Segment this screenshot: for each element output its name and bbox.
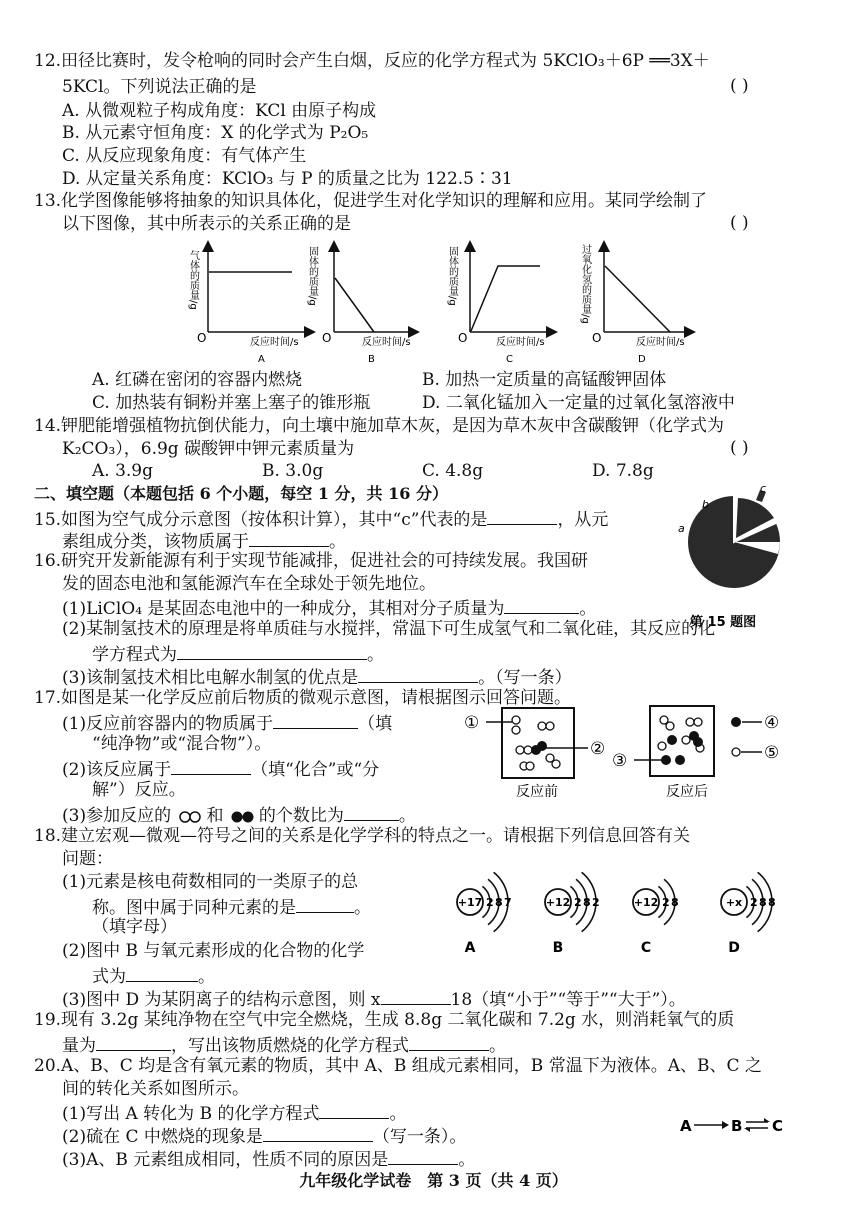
q19-blank-1[interactable] <box>96 1032 171 1051</box>
q17-part1a: (1)反应前容器内的物质属于 <box>62 714 274 734</box>
atom-a <box>457 872 512 956</box>
atom-b-shell-2: 8 <box>583 896 591 909</box>
q14-stem-line2: K₂CO₃），6.9g 碳酸钾中钾元素质量为 <box>62 439 355 459</box>
q17-micro-diagram <box>450 700 790 804</box>
q20-blank-2[interactable] <box>263 1123 373 1142</box>
q13-answer-paren: ( ) <box>730 213 749 233</box>
label-5: ⑤ <box>764 743 780 763</box>
q18-part3b: 18（填“小于”“等于”“大于”）。 <box>450 990 686 1010</box>
q15-stem-line1a: 15.如图为空气成分示意图（按体积计算），其中“c”代表的是 <box>34 510 488 530</box>
q20-transform-diagram <box>676 1110 796 1140</box>
q18-part2a: (2)图中 B 与氧元素形成的化合物的化学 <box>62 941 365 961</box>
q13-option-d: D. 二氧化锰加入一定量的过氧化氢溶液中 <box>422 393 735 413</box>
q13-option-a: A. 红磷在密闭的容器内燃烧 <box>92 370 303 390</box>
q19-blank-2[interactable] <box>409 1032 489 1051</box>
arrow-backward-icon <box>744 1128 750 1132</box>
q18-part3a: (3)图中 D 为某阴离子的结构示意图，则 x <box>62 990 381 1010</box>
before-caption: 反应前 <box>516 784 558 800</box>
q19-stem-line2a: 量为 <box>62 1036 96 1056</box>
pie-label-b: b <box>702 498 709 511</box>
q14-option-c: C. 4.8g <box>422 461 484 481</box>
graph-b-xlabel: 反应时间/s <box>362 337 411 348</box>
q20-part1a: (1)写出 A 转化为 B 的化学方程式 <box>62 1104 320 1124</box>
graph-a-tag: A <box>258 354 265 365</box>
q18-part2c: 。 <box>198 967 215 987</box>
q17-part2a: (2)该反应属于 <box>62 760 172 780</box>
atom-b-nucleus: +12 <box>545 896 571 909</box>
q13-option-b: B. 加热一定质量的高锰酸钾固体 <box>422 370 667 390</box>
q17-part3b: 和 <box>206 806 224 826</box>
q13-graphs <box>0 236 867 370</box>
q12-option-d: D. 从定量关系角度：KClO₃ 与 P 的质量之比为 122.5∶31 <box>62 169 513 189</box>
graph-b-ylabel: 固体的质量/g <box>306 246 318 306</box>
q19-stem-line1: 19.现有 3.2g 某纯净物在空气中完全燃烧，生成 8.8g 二氧化碳和 7.2g 水，则消耗氧气的质 <box>34 1010 735 1030</box>
label-1: ① <box>464 713 480 733</box>
atom-c-nucleus: +12 <box>633 896 659 909</box>
q18-part2b: 式为 <box>92 967 126 987</box>
q17-part3d: 。 <box>398 806 416 826</box>
graph-d-curve <box>605 266 670 332</box>
q16-blank-3[interactable] <box>358 664 478 683</box>
q15-stem-line2b: 。 <box>329 532 346 552</box>
q17-part1c: “纯净物”或“混合物”）。 <box>92 734 272 754</box>
q17-blank-1[interactable] <box>273 710 358 729</box>
q18-part1b: 称。图中属于同种元素的是 <box>92 898 296 918</box>
graph-b-tag: B <box>368 354 375 365</box>
q20-part1b: 。 <box>389 1104 407 1124</box>
q18-blank-1[interactable] <box>296 894 354 913</box>
q16-stem-line1: 16.研究开发新能源有利于实现节能减排，促进社会的可持续发展。我国研 <box>34 551 589 571</box>
atom-c-shell-2: 8 <box>671 896 679 909</box>
page-footer: 九年级化学试卷 第 3 页（共 4 页） <box>299 1171 568 1190</box>
q17-stem: 17.如图是某一化学反应前后物质的微观示意图，请根据图示回答问题。 <box>34 688 572 708</box>
q16-blank-1[interactable] <box>504 595 579 614</box>
atom-d-tag: D <box>728 940 740 956</box>
atom-d <box>721 872 776 956</box>
q20-blank-1[interactable] <box>319 1100 389 1119</box>
q12-option-b: B. 从元素守恒角度：X 的化学式为 P₂O₅ <box>62 123 369 143</box>
graph-a-origin: O <box>197 331 207 345</box>
atom-d-nucleus: +x <box>725 896 743 909</box>
q18-atom-diagrams <box>440 872 800 956</box>
graph-c-xlabel: 反应时间/s <box>496 337 545 348</box>
after-caption: 反应后 <box>666 784 708 800</box>
q18-stem-line1: 18.建立宏观—微观—符号之间的关系是化学学科的特点之一。请根据下列信息回答有关 <box>34 826 691 846</box>
q12-stem-line2: 5KCl。下列说法正确的是 <box>62 77 257 97</box>
q20-part3b: 。 <box>458 1150 476 1170</box>
q16-part2c: 。 <box>367 645 384 665</box>
q16-part2b: 学方程式为 <box>92 645 177 665</box>
diagram-a: A <box>680 1117 692 1135</box>
q17-blank-2[interactable] <box>171 756 251 775</box>
atom-d-shell-2: 8 <box>759 896 767 909</box>
section-2-heading: 二、填空题（本题包括 6 个小题，每空 1 分，共 16 分） <box>34 484 448 503</box>
atom-a-shell-3: 7 <box>504 896 512 909</box>
q17-part3c: 的个数比为 <box>258 806 344 826</box>
graph-c-origin: O <box>458 331 468 345</box>
q16-part1b: 。 <box>579 599 597 619</box>
atom-a-shell-2: 8 <box>495 896 503 909</box>
q16-part3a: (3)该制氢技术相比电解水制氢的优点是 <box>62 668 359 688</box>
q12-answer-paren: ( ) <box>730 76 749 96</box>
atom-a-tag: A <box>464 940 476 956</box>
graph-b <box>307 246 415 365</box>
q13-option-c: C. 加热装有铜粉并塞上塞子的锥形瓶 <box>92 393 371 413</box>
q16-part1a: (1)LiClO₄ 是某固态电池中的一种成分，其相对分子质量为 <box>62 599 505 619</box>
label-3: ③ <box>612 751 628 771</box>
graph-d-xlabel: 反应时间/s <box>636 337 685 348</box>
q13-stem-line2: 以下图像，其中所表示的关系正确的是 <box>62 214 351 234</box>
q18-blank-2[interactable] <box>126 963 198 982</box>
graph-b-curve <box>335 278 374 332</box>
q16-stem-line2: 发的固态电池和氢能源汽车在全球处于领先地位。 <box>62 574 436 594</box>
graph-d <box>580 243 691 365</box>
q12-option-a: A. 从微观粒子构成角度：KCl 由原子构成 <box>62 101 377 121</box>
q15-stem-line1b: ，从元 <box>557 510 609 530</box>
q15-pie-chart <box>676 480 796 630</box>
graph-a <box>188 246 311 365</box>
q16-blank-2[interactable] <box>177 641 367 660</box>
arrow-right-icon <box>722 1121 729 1129</box>
atom-b-shell-1: 2 <box>574 896 582 909</box>
q14-option-d: D. 7.8g <box>592 461 654 481</box>
graph-d-origin: O <box>592 331 602 345</box>
atom-c-tag: C <box>640 940 652 956</box>
label-2: ② <box>590 739 606 759</box>
q16-part2a: (2)某制氢技术的原理是将单质硅与水搅拌，常温下可生成氢气和二氧化硅，其反应的化 <box>62 619 716 639</box>
pie-label-c: c <box>760 482 767 495</box>
molecule-two-white-icon <box>177 810 207 824</box>
graph-c <box>447 246 553 365</box>
q19-stem-line2b: ，写出该物质燃烧的化学方程式 <box>171 1036 409 1056</box>
q20-stem-line1: 20.A、B、C 均是含有氧元素的物质，其中 A、B 组成元素相同，B 常温下为液体。A、B、C 之 <box>34 1056 762 1076</box>
q18-part1c: 。 <box>354 898 371 918</box>
q14-answer-paren: ( ) <box>730 438 749 458</box>
q12-option-c: C. 从反应现象角度：有气体产生 <box>62 146 307 166</box>
q20-part3a: (3)A、B 元素组成相同，性质不同的原因是 <box>62 1150 389 1170</box>
q15-stem-line2a: 素组成分类，该物质属于 <box>62 532 249 552</box>
q18-blank-3[interactable] <box>381 986 451 1005</box>
q20-part2b: （写一条）。 <box>372 1127 467 1147</box>
q14-option-b: B. 3.0g <box>262 461 324 481</box>
graph-c-ylabel: 固体的质量/g <box>446 246 458 306</box>
atom-b-shell-3: 2 <box>592 896 600 909</box>
q15-blank-1[interactable] <box>487 506 557 525</box>
graph-a-ylabel: 气体的质量/g <box>187 250 199 310</box>
graph-d-tag: D <box>638 354 646 365</box>
atom-c <box>633 879 679 956</box>
graph-c-curve <box>471 266 540 331</box>
q18-part1a: (1)元素是核电荷数相同的一类原子的总 <box>62 872 359 892</box>
q17-blank-3[interactable] <box>344 802 399 821</box>
atom-a-nucleus: +17 <box>457 896 483 909</box>
diagram-b: B <box>731 1117 743 1135</box>
q20-stem-line2: 间的转化关系如图所示。 <box>62 1079 249 1099</box>
q14-stem-line1: 14.钾肥能增强植物抗倒伏能力，向土壤中施加草木灰，是因为草木灰中含碳酸钾（化学式为 <box>34 416 725 436</box>
atom-b-tag: B <box>552 940 564 956</box>
atom-c-shell-1: 2 <box>662 896 670 909</box>
atom-a-shell-1: 2 <box>486 896 494 909</box>
arrow-forward-icon <box>764 1118 770 1122</box>
label-4: ④ <box>764 713 780 733</box>
q18-stem-line2: 问题： <box>62 849 113 869</box>
atom-d-shell-3: 8 <box>768 896 776 909</box>
diagram-c: C <box>772 1117 784 1135</box>
q18-part1d: （填字母） <box>92 917 177 937</box>
graph-c-tag: C <box>506 354 513 365</box>
q15-figure-caption: 第 15 题图 <box>690 615 757 630</box>
pie-label-a: a <box>678 522 685 535</box>
atom-d-shell-1: 2 <box>750 896 758 909</box>
q12-stem-line1: 12.田径比赛时，发令枪响的同时会产生白烟，反应的化学方程式为 5KClO₃＋6P ══3X＋ <box>34 51 710 71</box>
q17-part2c: 解”）反应。 <box>92 780 186 800</box>
graph-b-origin: O <box>322 331 332 345</box>
q13-stem-line1: 13.化学图像能够将抽象的知识具体化，促进学生对化学知识的理解和应用。某同学绘制了 <box>34 191 708 211</box>
q17-part2b: （填“化合”或“分 <box>251 760 380 780</box>
q16-part3b: 。（写一条） <box>478 668 572 688</box>
q20-part2a: (2)硫在 C 中燃烧的现象是 <box>62 1127 263 1147</box>
q15-blank-2[interactable] <box>249 528 329 547</box>
q14-option-a: A. 3.9g <box>92 461 154 481</box>
q17-part1b: （填 <box>358 714 393 734</box>
atom-b <box>545 872 600 956</box>
graph-d-ylabel: 过氧化氢的质量/g <box>579 244 591 324</box>
q20-blank-3[interactable] <box>388 1146 458 1165</box>
graph-a-xlabel: 反应时间/s <box>250 337 299 348</box>
q19-stem-line2c: 。 <box>489 1036 506 1056</box>
molecule-two-black-icon <box>229 810 259 824</box>
q17-part3a: (3)参加反应的 <box>62 806 172 826</box>
